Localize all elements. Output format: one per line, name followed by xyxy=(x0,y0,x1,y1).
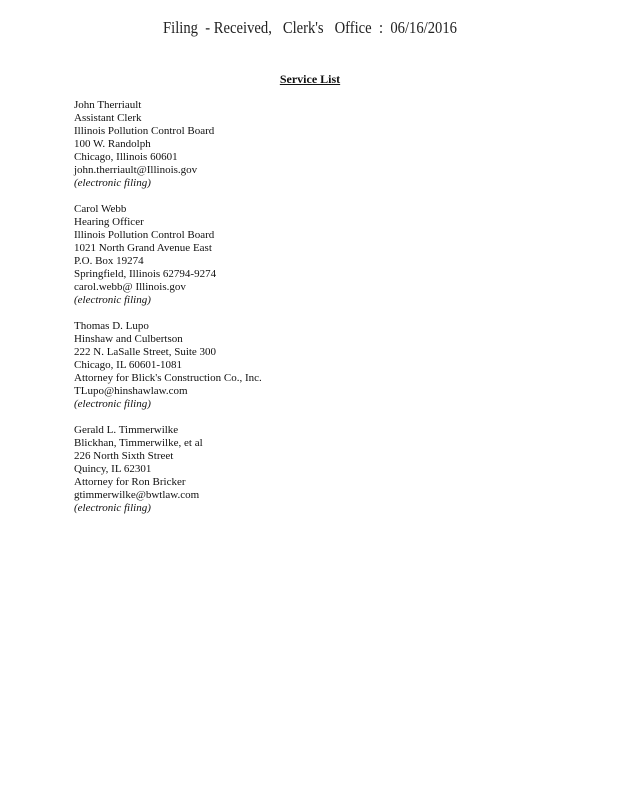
contact-city: Chicago, Illinois 60601 xyxy=(74,151,178,163)
contact-block xyxy=(74,99,554,190)
contact-email: john.therriault@Illinois.gov xyxy=(74,164,198,176)
contact-organization: Illinois Pollution Control Board xyxy=(74,229,215,241)
contact-filing-method: (electronic filing) xyxy=(74,398,151,410)
filing-stamp-header: Filing - Received, Clerk's Office : 06/16/2016 xyxy=(163,18,457,37)
contact-name: John Therriault xyxy=(74,99,142,111)
contact-street: 100 W. Randolph xyxy=(74,138,151,150)
contact-po-box: P.O. Box 19274 xyxy=(74,255,144,267)
contact-name: Thomas D. Lupo xyxy=(74,320,149,332)
contact-name: Carol Webb xyxy=(74,203,127,215)
service-list xyxy=(74,99,554,528)
contact-street: 222 N. LaSalle Street, Suite 300 xyxy=(74,346,217,358)
contact-role: Attorney for Blick's Construction Co., Inc. xyxy=(74,372,262,384)
contact-role: Attorney for Ron Bricker xyxy=(74,476,186,488)
contact-filing-method: (electronic filing) xyxy=(74,177,151,189)
contact-street: 1021 North Grand Avenue East xyxy=(74,242,212,254)
page-title: Service List xyxy=(279,72,341,86)
contact-city: Springfield, Illinois 62794-9274 xyxy=(74,268,217,280)
contact-city: Quincy, IL 62301 xyxy=(74,463,152,475)
contact-email: TLupo@hinshawlaw.com xyxy=(74,385,188,397)
contact-organization: Hinshaw and Culbertson xyxy=(74,333,183,345)
contact-name: Gerald L. Timmerwilke xyxy=(74,424,179,436)
contact-organization: Illinois Pollution Control Board xyxy=(74,125,215,137)
contact-organization: Blickhan, Timmerwilke, et al xyxy=(74,437,203,449)
contact-street: 226 North Sixth Street xyxy=(74,450,174,462)
contact-block xyxy=(74,320,554,411)
contact-filing-method: (electronic filing) xyxy=(74,294,151,306)
contact-filing-method: (electronic filing) xyxy=(74,502,151,514)
contact-block xyxy=(74,424,554,515)
contact-title: Hearing Officer xyxy=(74,216,144,228)
contact-title: Assistant Clerk xyxy=(74,112,142,124)
contact-city: Chicago, IL 60601-1081 xyxy=(74,359,183,371)
contact-block xyxy=(74,203,554,307)
contact-email: gtimmerwilke@bwtlaw.com xyxy=(74,489,200,501)
contact-email: carol.webb@ Illinois.gov xyxy=(74,281,186,293)
